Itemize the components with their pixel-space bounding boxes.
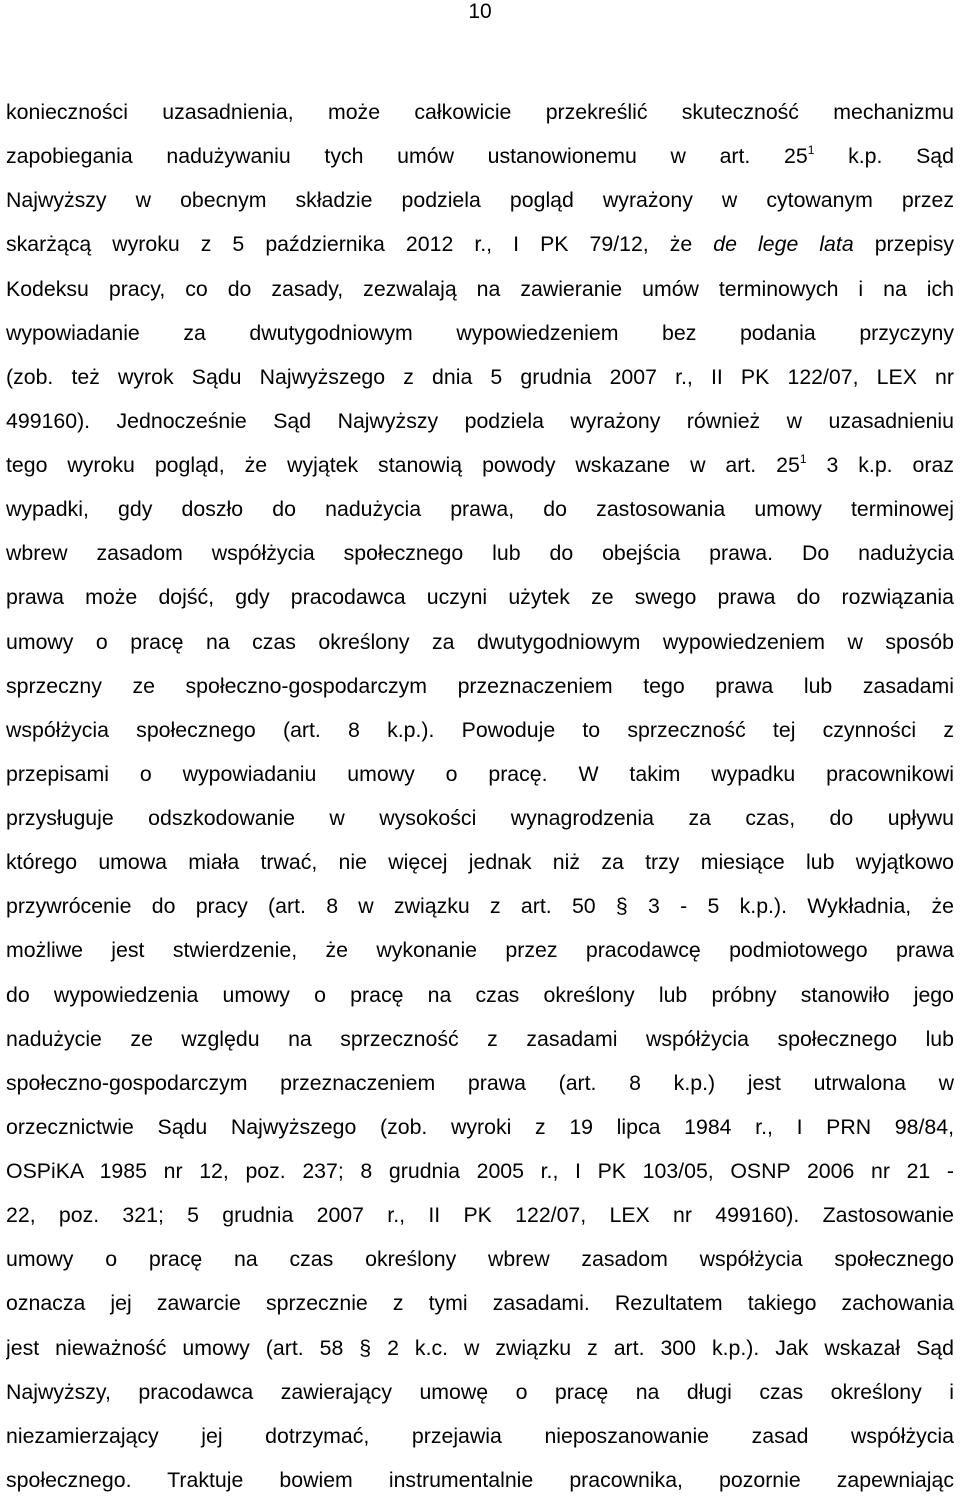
text-line <box>6 1193 954 1237</box>
text-line <box>6 1149 954 1193</box>
text-line <box>6 1237 954 1281</box>
text-line <box>6 178 954 222</box>
text-line <box>6 1105 954 1149</box>
text-line <box>6 1370 954 1414</box>
text-line <box>6 355 954 399</box>
text-span: tego wyroku pogląd, że wyjątek stanowią powody wskazane w art. 25 <box>6 453 800 477</box>
text-line <box>6 884 954 928</box>
text-span: do wypowiedzenia umowy o pracę na czas określony lub próbny stanowiło jego <box>6 982 954 1007</box>
text-line <box>6 973 954 1017</box>
text-span: umowy o pracę na czas określony za dwutygodniowym wypowiedzeniem w sposób <box>6 629 954 654</box>
text-line <box>6 399 954 443</box>
text-span: którego umowa miała trwać, nie więcej jednak niż za trzy miesiące lub wyjątkowo <box>6 850 954 875</box>
text-span: przepisy <box>853 232 954 257</box>
text-span: prawa może dojść, gdy pracodawca uczyni użytek ze swego prawa do rozwiązania <box>6 585 954 610</box>
text-line <box>6 1061 954 1105</box>
text-span: 499160). Jednocześnie Sąd Najwyższy podziela wyrażony również w uzasadnieniu <box>6 408 954 433</box>
text-span: współżycia społecznego (art. 8 k.p.). Powoduje to sprzeczność tej czynności z <box>6 717 954 742</box>
text-span: umowy o pracę na czas określony wbrew zasadom współżycia społecznego <box>6 1247 954 1272</box>
text-span: Najwyższy, pracodawca zawierający umowę o pracę na długi czas określony i <box>6 1379 954 1404</box>
text-line <box>6 1326 954 1370</box>
text-line <box>6 664 954 708</box>
text-line <box>6 487 954 531</box>
text-span: przepisami o wypowiadaniu umowy o pracę. W takim wypadku pracownikowi <box>6 761 954 786</box>
text-span: przysługuje odszkodowanie w wysokości wynagrodzenia za czas, do upływu <box>6 806 954 830</box>
text-span: wypadki, gdy doszło do nadużycia prawa, do zastosowania umowy terminowej <box>6 497 954 522</box>
text-line <box>6 575 954 619</box>
text-span: przywrócenie do pracy (art. 8 w związku z art. 50 § 3 - 5 k.p.). Wykładnia, że <box>6 894 954 919</box>
body-text <box>6 90 954 1502</box>
text-line <box>6 222 954 266</box>
text-span: społecznego. Traktuje bowiem instrumentalnie pracownika, pozornie zapewniając <box>6 1467 954 1492</box>
text-line <box>6 1281 954 1325</box>
text-span: wbrew zasadom współżycia społecznego lub do obejścia prawa. Do nadużycia <box>6 541 954 566</box>
text-line <box>6 134 954 178</box>
superscript: 1 <box>807 143 815 158</box>
text-line <box>6 1017 954 1061</box>
text-line <box>6 1458 954 1502</box>
text-line <box>6 708 954 752</box>
page-number: 10 <box>468 0 492 23</box>
text-span: Najwyższy w obecnym składzie podziela pogląd wyrażony w cytowanym przez <box>6 188 954 213</box>
text-span: orzecznictwie Sądu Najwyższego (zob. wyroki z 19 lipca 1984 r., I PRN 98/84, <box>6 1114 954 1139</box>
text-span: (zob. też wyrok Sądu Najwyższego z dnia 5 grudnia 2007 r., II PK 122/07, LEX nr <box>6 364 954 389</box>
text-span: możliwe jest stwierdzenie, że wykonanie przez pracodawcę podmiotowego prawa <box>6 938 954 963</box>
text-span: OSPiKA 1985 nr 12, poz. 237; 8 grudnia 2005 r., I PK 103/05, OSNP 2006 nr 21 - <box>6 1159 954 1183</box>
text-span: jest nieważność umowy (art. 58 § 2 k.c. w związku z art. 300 k.p.). Jak wskazał Sąd <box>6 1335 954 1360</box>
text-span: skarżącą wyroku z 5 października 2012 r., I PK 79/12, że <box>6 232 714 257</box>
text-span: 22, poz. 321; 5 grudnia 2007 r., II PK 122/07, LEX nr 499160). Zastosowanie <box>6 1203 954 1228</box>
superscript: 1 <box>799 452 807 466</box>
text-span: nadużycie ze względu na sprzeczność z zasadami współżycia społecznego lub <box>6 1026 954 1051</box>
text-line <box>6 1414 954 1458</box>
text-span: k.p. Sąd <box>814 144 954 169</box>
text-span: konieczności uzasadnienia, może całkowicie przekreślić skuteczność mechanizmu <box>6 100 954 124</box>
text-line <box>6 752 954 796</box>
text-span: wypowiadanie za dwutygodniowym wypowiedzeniem bez podania przyczyny <box>6 320 954 345</box>
text-line <box>6 796 954 840</box>
text-span: oznacza jej zawarcie sprzecznie z tymi zasadami. Rezultatem takiego zachowania <box>6 1291 954 1316</box>
text-line <box>6 531 954 575</box>
text-line <box>6 267 954 311</box>
text-span: 3 k.p. oraz <box>806 453 954 477</box>
text-line <box>6 928 954 972</box>
text-line <box>6 443 954 487</box>
text-span: zapobiegania nadużywaniu tych umów ustanowionemu w art. 25 <box>6 144 808 169</box>
text-span: niezamierzający jej dotrzymać, przejawia nieposzanowanie zasad współżycia <box>6 1423 954 1448</box>
text-line <box>6 90 954 134</box>
text-span: sprzeczny ze społeczno-gospodarczym przeznaczeniem tego prawa lub zasadami <box>6 673 954 698</box>
text-line <box>6 620 954 664</box>
text-span: Kodeksu pracy, co do zasady, zezwalają na zawieranie umów terminowych i na ich <box>6 276 954 301</box>
text-line <box>6 840 954 884</box>
text-line <box>6 311 954 355</box>
italic-phrase: de lege lata <box>713 232 854 257</box>
text-span: społeczno-gospodarczym przeznaczeniem prawa (art. 8 k.p.) jest utrwalona w <box>6 1070 954 1095</box>
